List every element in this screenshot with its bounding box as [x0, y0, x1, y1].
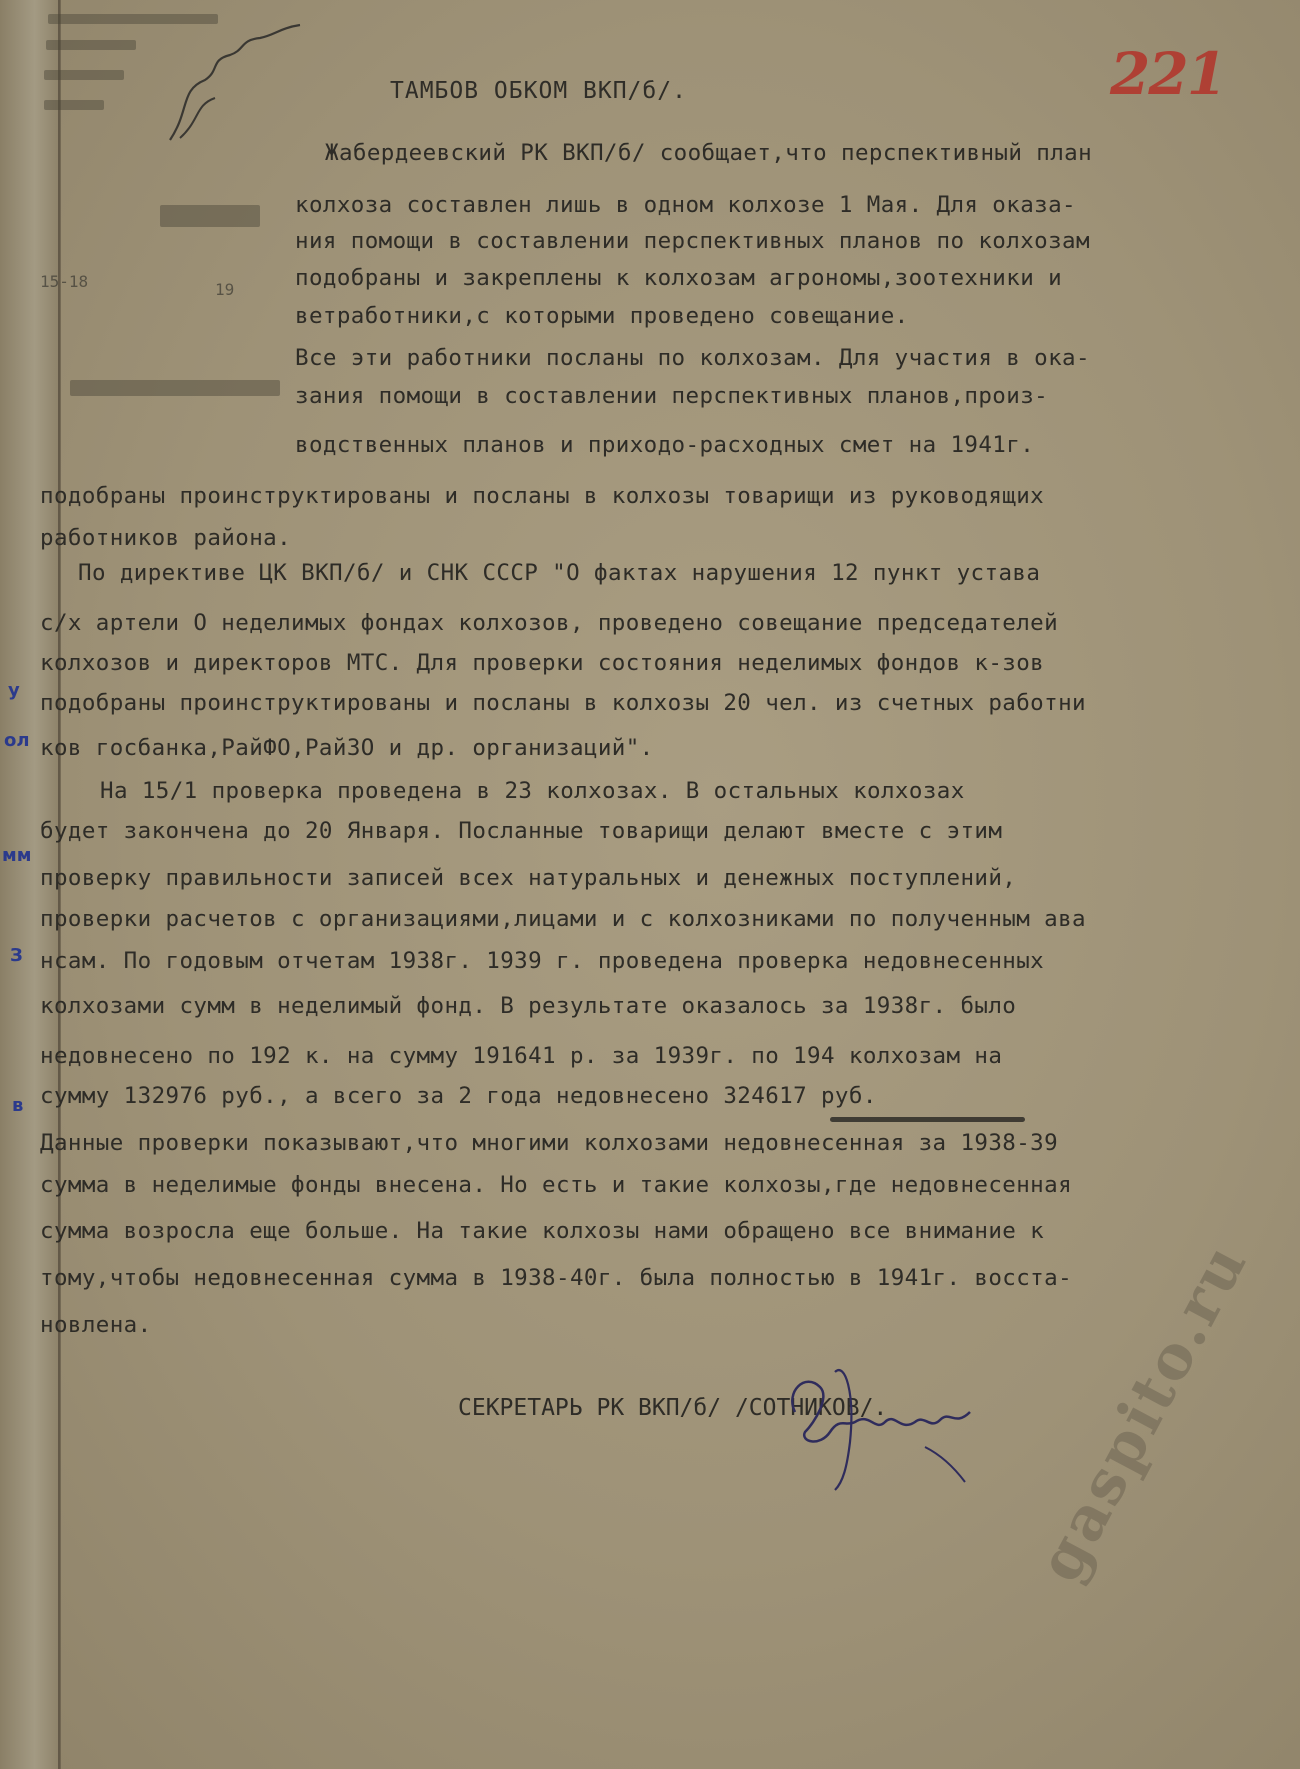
- margin-mark: мм: [2, 845, 32, 866]
- text-line: ветработники,с которыми проведено совещание.: [295, 303, 909, 329]
- text-line: ков госбанка,РайФО,РайЗО и др. организаций".: [40, 735, 654, 761]
- margin-mark: ол: [4, 730, 30, 751]
- text-line: недовнесено по 192 к. на сумму 191641 р. за 1939г. по 194 колхозам на: [40, 1043, 1003, 1069]
- pencil-underline: [830, 1117, 1025, 1122]
- text-line: ния помощи в составлении перспективных планов по колхозам: [295, 228, 1090, 254]
- watermark: gaspito.ru: [1025, 1231, 1262, 1593]
- text-line: Данные проверки показывают,что многими колхозами недовнесенная за 1938-39: [40, 1130, 1059, 1156]
- text-line: На 15/1 проверка проведена в 23 колхозах. В остальных колхозах: [100, 778, 965, 804]
- text-line: Все эти работники посланы по колхозам. Для участия в ока-: [295, 345, 1090, 371]
- text-line: сумму 132976 руб., а всего за 2 года недовнесено 324617 руб.: [40, 1083, 877, 1109]
- stamp-date: 15-18: [40, 272, 89, 291]
- text-line: работников района.: [40, 525, 292, 551]
- text-line: колхоза составлен лишь в одном колхозе 1 Мая. Для оказа-: [295, 192, 1076, 218]
- signature-line: СЕКРЕТАРЬ РК ВКП/б/ /СОТНИКОВ/.: [458, 1395, 888, 1421]
- stamp-line: [160, 205, 260, 227]
- text-line: водственных планов и приходо-расходных смет на 1941г.: [295, 432, 1035, 458]
- stamp-line: [70, 380, 280, 396]
- stamp-line: [44, 70, 124, 80]
- handwritten-signature: [775, 1352, 1000, 1492]
- text-line: новлена.: [40, 1312, 152, 1338]
- text-line: тому,чтобы недовнесенная сумма в 1938-40г. была полностью в 1941г. восста-: [40, 1265, 1073, 1291]
- margin-mark: З: [10, 945, 23, 966]
- stamp-line: [44, 100, 104, 110]
- document-title: ТАМБОВ ОБКОМ ВКП/б/.: [390, 78, 687, 104]
- text-line: Жабердеевский РК ВКП/б/ сообщает,что перспективный план: [325, 140, 1093, 166]
- text-line: нсам. По годовым отчетам 1938г. 1939 г. проведена проверка недовнесенных: [40, 948, 1045, 974]
- margin-mark: у: [8, 680, 20, 701]
- page-number: 221: [1110, 40, 1226, 108]
- text-line: колхозов и директоров МТС. Для проверки состояния неделимых фондов к-зов: [40, 650, 1045, 676]
- text-line: зания помощи в составлении перспективных планов,произ-: [295, 383, 1049, 409]
- text-line: с/х артели О неделимых фондах колхозов, проведено совещание председателей: [40, 610, 1059, 636]
- text-line: подобраны проинструктированы и посланы в колхозы 20 чел. из счетных работни: [40, 690, 1086, 716]
- stamp-year: 19: [215, 280, 235, 299]
- text-line: будет закончена до 20 Января. Посланные товарищи делают вместе с этим: [40, 818, 1003, 844]
- text-line: проверки расчетов с организациями,лицами и с колхозниками по полученным ава: [40, 906, 1086, 932]
- handwritten-note: [160, 20, 310, 150]
- text-line: сумма в неделимые фонды внесена. Но есть и такие колхозы,где недовнесенная: [40, 1172, 1073, 1198]
- text-line: подобраны и закреплены к колхозам агрономы,зоотехники и: [295, 265, 1063, 291]
- margin-mark: в: [12, 1095, 24, 1116]
- stamp-line: [46, 40, 136, 50]
- text-line: сумма возросла еще больше. На такие колхозы нами обращено все внимание к: [40, 1218, 1045, 1244]
- text-line: колхозами сумм в неделимый фонд. В результате оказалось за 1938г. было: [40, 993, 1017, 1019]
- text-line: подобраны проинструктированы и посланы в колхозы товарищи из руководящих: [40, 483, 1045, 509]
- text-line: По директиве ЦК ВКП/б/ и СНК СССР "О фактах нарушения 12 пункт устава: [78, 560, 1041, 586]
- text-line: проверку правильности записей всех натуральных и денежных поступлений,: [40, 865, 1017, 891]
